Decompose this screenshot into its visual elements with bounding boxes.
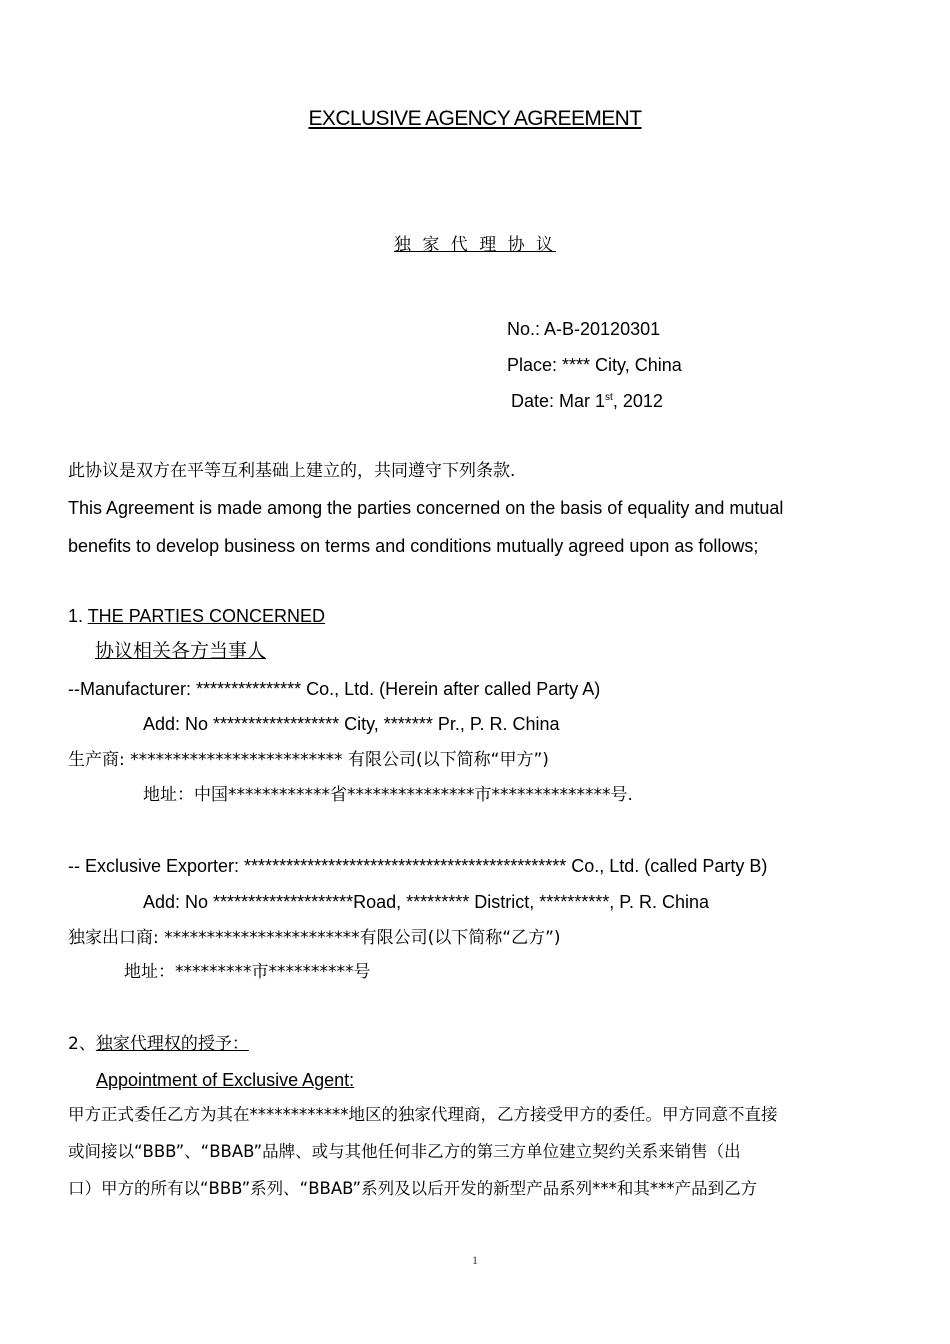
manufacturer-address-cn: 地址：中国************省***************市**************号.: [143, 785, 633, 805]
date-prefix: Date: Mar 1: [511, 391, 606, 411]
section-1-number: 1.: [68, 606, 88, 626]
date-superscript: st: [605, 392, 613, 403]
section-1-title: THE PARTIES CONCERNED: [87, 606, 326, 626]
exporter-address-cn: 地址：*********市**********号: [124, 962, 371, 982]
page-number: 1: [472, 1253, 478, 1267]
section-2-heading: [68, 1033, 249, 1055]
agreement-date: [511, 390, 663, 412]
section-2-number: 2、: [68, 1034, 96, 1054]
section-2-title-cn: 独家代理权的授予：: [95, 1034, 249, 1054]
exporter-address-en: Add: No ********************Road, ********* District, **********, P. R. China: [143, 892, 709, 912]
section-2-body-line-2: 或间接以“BBB”、“BBAB”品牌、或与其他任何非乙方的第三方单位建立契约关系来销售（出: [68, 1142, 741, 1161]
section-2-body-line-3: 口）甲方的所有以“BBB”系列、“BBAB”系列及以后开发的新型产品系列***和其***产品到乙方: [68, 1179, 758, 1198]
section-1-title-cn: 协议相关各方当事人: [95, 641, 267, 662]
section-1-heading: [68, 605, 325, 627]
date-suffix: , 2012: [612, 391, 663, 411]
manufacturer-address-en: Add: No ****************** City, ******* Pr., P. R. China: [143, 714, 560, 734]
agreement-place: Place: **** City, China: [507, 355, 682, 375]
exporter-cn: 独家出口商: ***********************有限公司(以下简称“乙方”): [68, 928, 561, 948]
manufacturer-en: --Manufacturer: *************** Co., Ltd. (Herein after called Party A): [68, 679, 601, 699]
intro-en-line-2: benefits to develop business on terms and conditions mutually agreed upon as follows;: [68, 536, 759, 556]
section-2-body-line-1: 甲方正式委任乙方为其在************地区的独家代理商，乙方接受甲方的委任。甲方同意不直接: [68, 1105, 778, 1124]
document-subtitle-cn: 独 家 代 理 协 议: [393, 235, 557, 255]
intro-en-line-1: This Agreement is made among the parties concerned on the basis of equality and mutual: [68, 498, 784, 518]
manufacturer-cn: 生产商: ************************* 有限公司(以下简称“甲方”): [68, 750, 549, 770]
document-title: EXCLUSIVE AGENCY AGREEMENT: [308, 107, 642, 130]
section-2-title-en: Appointment of Exclusive Agent:: [96, 1070, 355, 1090]
exporter-en: -- Exclusive Exporter: ********************************************** Co., Ltd. (called Party B): [68, 856, 768, 876]
agreement-number: No.: A-B-20120301: [507, 319, 661, 339]
intro-cn: 此协议是双方在平等互利基础上建立的，共同遵守下列条款.: [68, 461, 516, 481]
